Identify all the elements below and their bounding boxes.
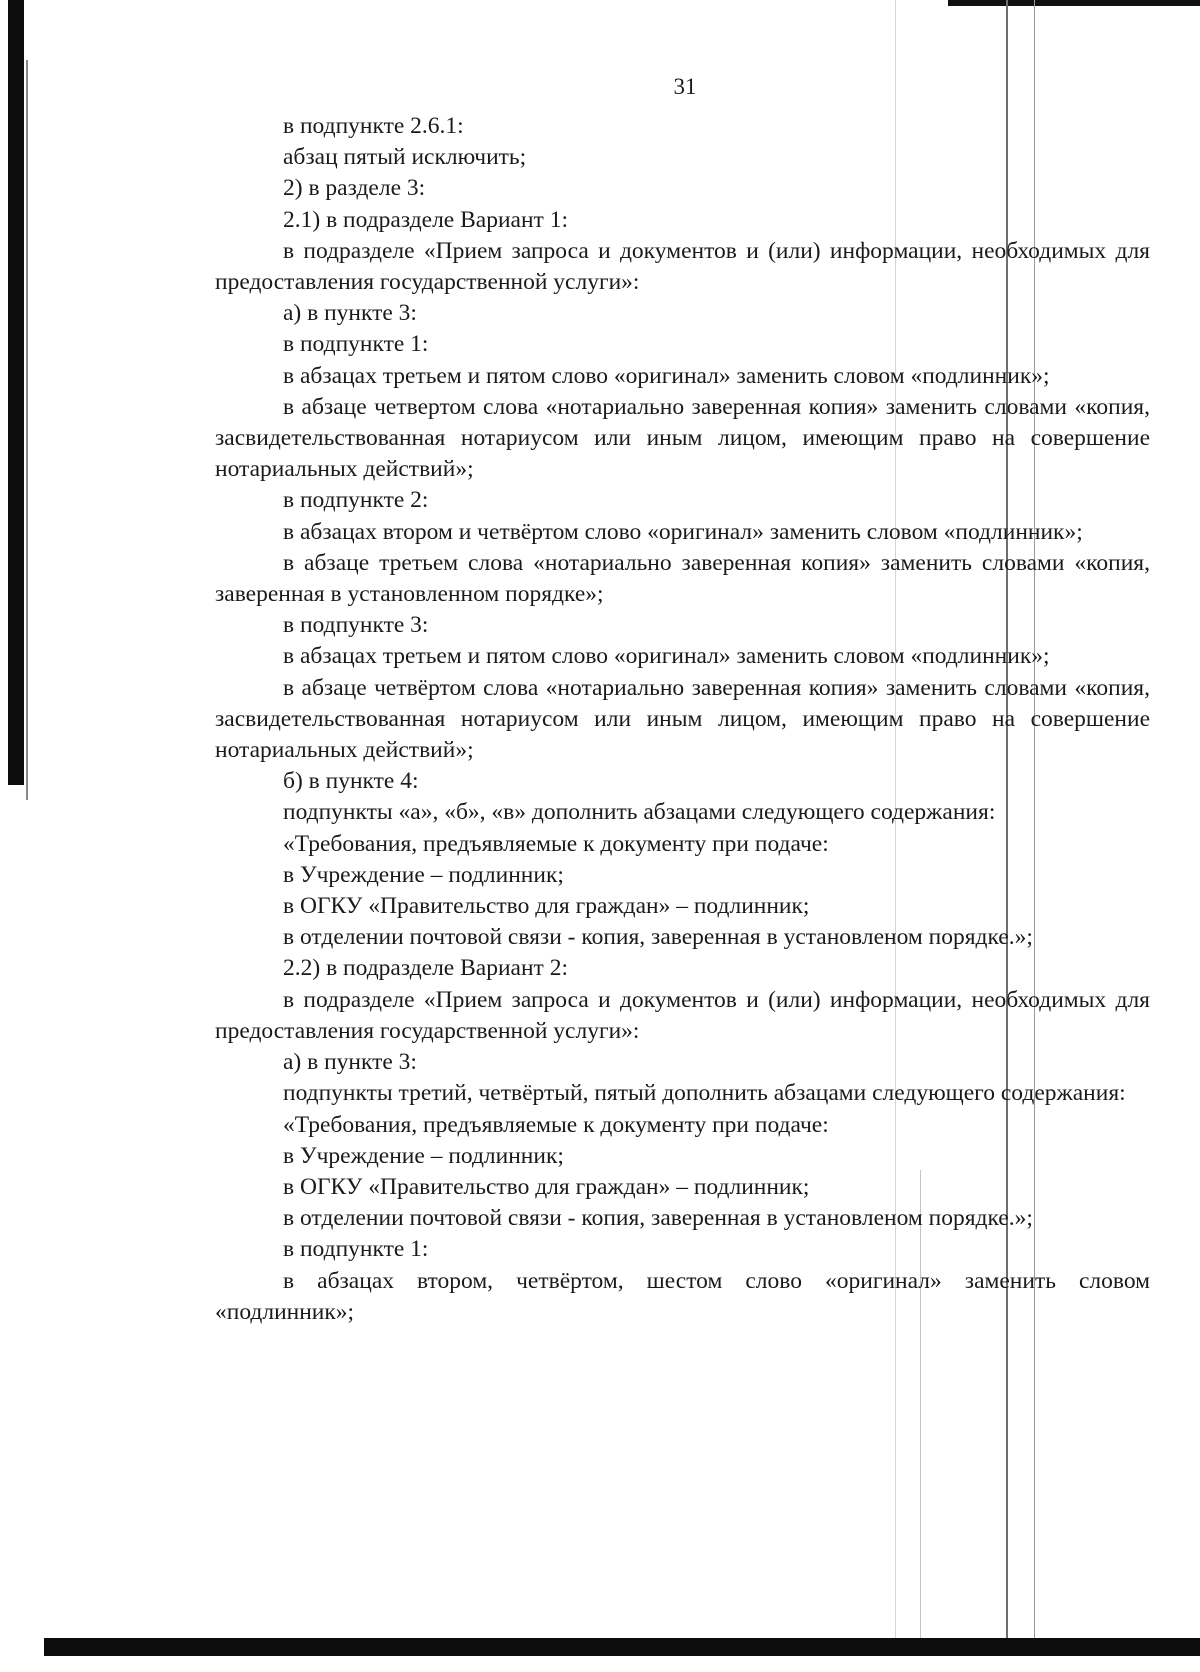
- page-number: 31: [673, 74, 697, 99]
- paragraph: в абзаце четвертом слова «нотариально заверенная копия» заменить словами «копия, засвидетельствованная нотариусом или иным лицом, имеющим право на совершение нотариальных действий»;: [215, 393, 1150, 483]
- paragraph: в подпункте 1:: [283, 1236, 429, 1263]
- paragraph: подпункты третий, четвёртый, пятый дополнить абзацами следующего содержания:: [283, 1080, 1126, 1107]
- paragraph: в подпункте 2.6.1:: [283, 113, 464, 139]
- paragraph: в абзацах втором, четвёртом, шестом слово «оригинал» заменить словом «подлинник»;: [215, 1267, 1150, 1325]
- paragraph: 2.2) в подразделе Вариант 2:: [283, 955, 568, 982]
- paragraph: в подразделе «Прием запроса и документов и (или) информации, необходимых для предоставления государственной услуги»:: [215, 986, 1150, 1044]
- paragraph: а) в пункте 3:: [283, 1049, 417, 1076]
- paragraph: в отделении почтовой связи - копия, заверенная в установленом порядке.»;: [283, 1205, 1033, 1232]
- scan-edge-top: [948, 0, 1200, 6]
- paragraph: в подпункте 2:: [283, 487, 429, 514]
- paragraph: в ОГКУ «Правительство для граждан» – подлинник;: [283, 1173, 810, 1200]
- paragraph: в Учреждение – подлинник;: [283, 861, 564, 888]
- paragraph: «Требования, предъявляемые к документу при подаче:: [283, 1111, 829, 1138]
- paragraph: в абзаце третьем слова «нотариально заверенная копия» заменить словами «копия, заверенная в установленном порядке»;: [215, 549, 1150, 608]
- scan-edge-left: [8, 0, 24, 785]
- paragraph: в Учреждение – подлинник;: [283, 1142, 564, 1169]
- paragraph: в абзацах третьем и пятом слово «оригинал» заменить словом «подлинник»;: [283, 362, 1050, 389]
- paragraph: а) в пункте 3:: [283, 300, 417, 327]
- paragraph: в ОГКУ «Правительство для граждан» – подлинник;: [283, 893, 810, 920]
- paragraph: в абзацах третьем и пятом слово «оригинал» заменить словом «подлинник»;: [283, 643, 1050, 670]
- scan-edge-left-shadow: [26, 60, 28, 800]
- scan-edge-bottom: [44, 1638, 1200, 1656]
- paragraph: б) в пункте 4:: [283, 768, 419, 795]
- paragraph: в отделении почтовой связи - копия, заверенная в установленом порядке.»;: [283, 924, 1033, 951]
- document-body: [215, 111, 1150, 1328]
- paragraph: в абзаце четвёртом слова «нотариально заверенная копия» заменить словами «копия, засвидетельствованная нотариусом или иным лицом, имеющим право на совершение нотариальных действий»;: [215, 674, 1150, 764]
- paragraph: в абзацах втором и четвёртом слово «оригинал» заменить словом «подлинник»;: [283, 518, 1083, 545]
- paragraph: в подразделе «Прием запроса и документов и (или) информации, необходимых для предоставления государственной услуги»:: [215, 237, 1150, 296]
- paragraph: абзац пятый исключить;: [283, 144, 527, 171]
- paragraph: 2) в разделе 3:: [283, 175, 426, 202]
- paragraph: в подпункте 3:: [283, 612, 429, 639]
- paragraph: подпункты «а», «б», «в» дополнить абзацами следующего содержания:: [283, 799, 996, 826]
- paragraph: 2.1) в подразделе Вариант 1:: [283, 206, 568, 233]
- paragraph: «Требования, предъявляемые к документу при подаче:: [283, 830, 829, 857]
- paragraph: в подпункте 1:: [283, 331, 429, 358]
